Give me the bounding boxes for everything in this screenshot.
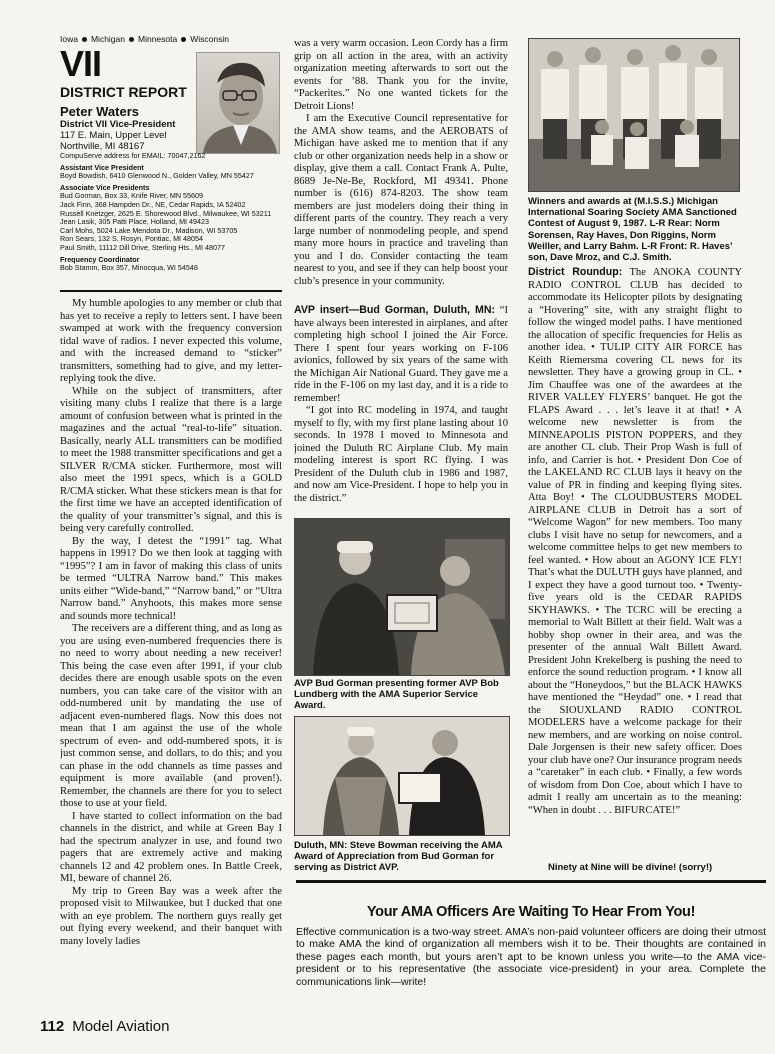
paragraph: “I got into RC modeling in 1974, and taught myself to fly, with my first plane lasting about 10 seconds. In 1978 I moved to Minnesota and joined the Duluth RC Airplane Club. My main modeling interest is sport RC flying. I was President of the Duluth club in 1986 and 1987, and now am Vice-President. I hope to help you in the district.” bbox=[294, 405, 508, 504]
photo-soaring-contest-winners bbox=[528, 38, 740, 192]
vice-president-portrait bbox=[196, 52, 280, 154]
state-name: Wisconsin bbox=[190, 34, 229, 44]
paragraph: The receivers are a different thing, and as long as you are using even-numbered frequencies there is no need to worry about needing a new receiver! This being the case even after 1991, if your club decides there are enough usable spots on the even numbers, you can take care of the visitor with an odd-numbered unit by mandating the use of adjacent even-numbered flags. Now this does not mean that I am against the use of the whole spectrum of even- and odd-numbered spots, it is just common sense, and dollars, to do this; and you can phase in the odd channels as time passes and equipment is more available (and proven!). Remember, the channels are there for you to select those to use at your field. bbox=[60, 623, 282, 809]
associate-vp: Paul Smith, 11112 Dill Drive, Sterling Hts., MI 48077 bbox=[60, 242, 225, 252]
email-address: CompuServe address for EMAIL: 70047,2162 bbox=[60, 151, 206, 160]
district-report-title: DISTRICT REPORT bbox=[60, 84, 187, 100]
avp-insert-lead: AVP insert—Bud Gorman, Duluth, MN: bbox=[294, 304, 496, 316]
assistant-vp-label: Assistant Vice President bbox=[60, 162, 144, 172]
frequency-coordinator-label: Frequency Coordinator bbox=[60, 254, 140, 264]
paragraph: By the way, I detest the “1991” tag. What happens in 1991? Do we then look at tagging with “1995”? I am in favor of making this class of units be termed “ULTRA Narrow band.” This makes units either “Wide-band,” “Narrow band,” or “Ultra Narrow band.” Anyhoots, this makes more sense and sounds more technical! bbox=[60, 535, 282, 622]
header-divider bbox=[60, 290, 282, 292]
bullet-icon bbox=[181, 37, 186, 42]
vp-name: Peter Waters bbox=[60, 104, 139, 119]
photo-image bbox=[295, 717, 509, 835]
assistant-vp: Boyd Bowdish, 6410 Glenwood N., Golden Valley, MN 55427 bbox=[60, 171, 254, 181]
page-number: 112 bbox=[40, 1018, 65, 1035]
column-1-text bbox=[60, 298, 282, 1010]
paragraph: While on the subject of transmitters, after visiting many clubs I realize that there is a large amount of confusion between what is printed in the magazines and the actual “real-to-life” situation. Basically, nearly ALL transmitters can be modified to meet the 1988 transmitter specifications and get a SILVER R/CMA sticker. Furthermore, most will also meet the 1991 specs, which is a GOLD R/CMA sticker. What these stickers mean is that for the first time we have an accepted identification of the quality of your transmitter’s signal, and this is being very carefully controlled. bbox=[60, 385, 282, 534]
associate-vp: Bud Gorman, Box 33, Knife River, MN 55609 bbox=[60, 191, 204, 201]
district-number: VII bbox=[60, 43, 102, 84]
associate-vp: Jack Finn, 368 Hampden Dr., NE, Cedar Rapids, IA 52402 bbox=[60, 199, 246, 209]
avp-insert bbox=[294, 304, 508, 534]
district-roundup bbox=[528, 266, 742, 848]
state-name: Minnesota bbox=[138, 34, 178, 44]
portrait-photo bbox=[197, 53, 279, 153]
signoff: Ninety at Nine will be divine! (sorry!) bbox=[548, 862, 713, 873]
state-name: Michigan bbox=[90, 34, 125, 44]
vp-title: District VII Vice-President bbox=[60, 119, 176, 130]
associate-vp: Jean Lasik, 305 Patti Place, Holland, MI 49423 bbox=[60, 217, 210, 227]
vp-address-line1: 117 E. Main, Upper Level bbox=[60, 130, 167, 141]
frequency-coordinator: Bob Stamm, Box 357, Minocqua, WI 54548 bbox=[60, 263, 198, 273]
column-2-text bbox=[294, 38, 508, 300]
paragraph: I am the Executive Council representative for the AMA show teams, and the AEROBATS of Michigan have asked me to mention that if any club or other organization needs help in a show or display, give them a call. Contact Frank A. Pulte, 8689 Je-Ne-Be, Rockford, MI 49341. Phone number is (616) 874-8203. The show team members are just modelers doing their thing in different parts of the country. They reach a very large number of nonmodeling people, and spend many more hours in practice and traveling than you and I do. Consider contacting the team nearest to you, and see if they can help boost your club’s presence in your community. bbox=[294, 113, 508, 287]
associate-vp: Ron Sears, 132 S. Rosyn, Pontiac, MI 48054 bbox=[60, 234, 204, 244]
photo-caption: Duluth, MN: Steve Bowman receiving the AMA Award of Appreciation from Bud Gorman for serving as District AVP. bbox=[294, 840, 503, 874]
paragraph: was a very warm occasion. Leon Cordy has a firm grip on all action in the area, with an activity organization meeting afterwards to sort out the events for ’88. Thank you for the invite, “Packerites.” No one wanted tickets for the Detroit Lions! bbox=[294, 38, 508, 112]
page-footer bbox=[40, 1018, 170, 1035]
photo-caption: AVP Bud Gorman presenting former AVP Bob Lundberg with the AMA Superior Service Award. bbox=[294, 678, 499, 712]
associate-vp-label: Associate Vice Presidents bbox=[60, 182, 150, 192]
paragraph: My humble apologies to any member or club that has yet to receive a reply to letters sent. I have been swamped at work with the frequency conversion tidal wave of radios. I never expected this volume, and with the increased demand to “sticker” transmitters, something had to give, and my letter-replying took the dive. bbox=[60, 298, 282, 384]
paragraph: My trip to Green Bay was a week after the proposed visit to Milwaukee, but I ducked that one with an eye problem. The northern guys really get out flying every weekend, and their banquet with many lovely ladies bbox=[60, 885, 282, 947]
magazine-name: Model Aviation bbox=[72, 1018, 170, 1035]
roundup-text: The ANOKA COUNTY RADIO CONTROL CLUB has decided to accommodate its Helicopter pilots by designating a “Hovering” site, with any straight flight to follow the winged model paths. I have mentioned the allocation of specific frequencies for Helis as another idea. • TULIP CITY AIR FORCE has Keith Riemersma covering CL news for its newsletter. They have a growing group in CL. • Jim Chauffee was one of the awardees at the RIVER VALLEY FLYERS’ banquet. He got the FLAPS Award . . . let’s leave it at that! • A welcome new newsletter is from the MINNEAPOLIS PISTON POPPERS, and they are another CL club. Their Prop Wash is full of info, and Carrier is hot. • President Don Coe of the LAKELAND RC CLUB lays it heavy on the value of PR in finding and keeping flying sites. Atta Boy! • The CLOUDBUSTERS MODEL AIRPLANE CLUB in Detroit has a sort of “Welcome Wagon” for new members. Too many clubs I visit have no setup for newcomers, and a welcome committee helps to get new members to feel wanted. • How about an AGONY ICE FLY! That’s what the DULUTH guys have planned, and I expect they have a good turnout too. • Twenty-five years old is the CEDAR RAPIDS SKYHAWKS. • The TCRC will be erecting a memorial to Walt Billett at their field. Walt was a hobby shop owner in their area, and was the presenter of the annual Walt Billett Award. President John Krekelberg is pushing the need to enforce the sound reduction program. • I know all about the “Honeydoos,” but the BLACK HAWKS have mentioned the “Heydad” one. • I read that the SIOUXLAND RADIO CONTROL MODELERS have a welcome package for their new members, and are working on noise control. Dale Jorgensen is their new safety officer. Does your club have one? Our insurance program needs a “caretaker” in each club. • Finally, a few words of wisdom from Don Coe, about which I have to admit I really am uncertain as to the meaning: “When in doubt . . . BIFURCATE!” bbox=[528, 267, 742, 816]
paragraph: “I have always been interested in airplanes, and after completing high school I joined the Air Force. There I spent four years working on F-106 avionics, followed by six years of the same with the Michigan Air National Guard. They gave me a ride in the F-106 on my last day, and it is a ride to remember! bbox=[294, 305, 508, 404]
bullet-icon bbox=[129, 37, 134, 42]
bullet-icon bbox=[82, 37, 87, 42]
photo-image bbox=[295, 519, 509, 675]
vice-president-contact bbox=[60, 104, 200, 152]
state-name: Iowa bbox=[60, 34, 78, 44]
paragraph: I have started to collect information on the bad channels in the district, and while at Green Bay I had the spectrum analyzer in use, and found two pagers that are extremely active and making channels 12 and 42 problem ones. In Battle Creek, MI, beware of channel 26. bbox=[60, 810, 282, 884]
photo-image bbox=[529, 39, 739, 191]
photo-award-appreciation bbox=[294, 716, 510, 836]
officer-directory bbox=[60, 152, 282, 273]
associate-vp: Carl Mohs, 5024 Lake Mendota Dr., Madison, WI 53705 bbox=[60, 225, 238, 235]
photo-award-presentation bbox=[294, 518, 510, 676]
vp-address-line2: Northville, MI 48167 bbox=[60, 141, 145, 152]
banner-title: Your AMA Officers Are Waiting To Hear From You! bbox=[366, 904, 696, 920]
photo-caption: Winners and awards at (M.I.S.S.) Michigan International Soaring Society AMA Sanctioned Contest of August 9, 1987. L-R Rear: Norm Sorensen, Ray Haves, Don Riggins, Norm Weiller, and Larry Bahm. L-R Front: R. Haves’ son, Dave Mroz, and C.J. Smith. bbox=[528, 196, 737, 264]
associate-vp: Russell Knetzger, 2625 E. Shorewood Blvd., Milwaukee, WI 53211 bbox=[60, 208, 272, 218]
banner-divider bbox=[296, 880, 766, 883]
roundup-lead: District Roundup: bbox=[528, 266, 623, 278]
banner-text: Effective communication is a two-way street. AMA’s non-paid volunteer officers are doing their utmost to make AMA the kind of organization all members wish it to be. Their thoughts are contained in these pages each month, but yours aren’t apt to be known unless you write—to the AMA vice-president or to his representative (the associate vice-president) in your area. Complete the communications link—write! bbox=[296, 926, 766, 988]
